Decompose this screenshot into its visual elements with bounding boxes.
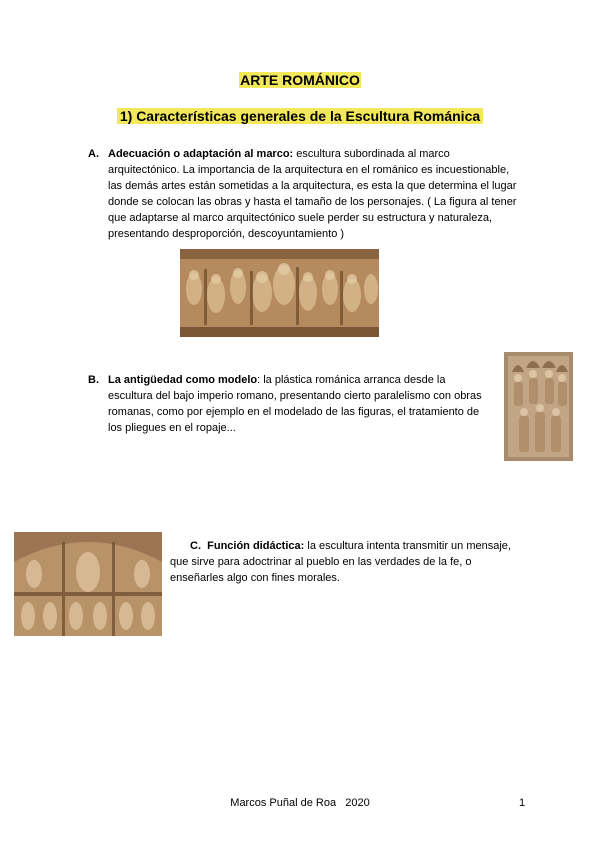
item-text-line: arquitectónico. La importancia de la arquitectura en el románico es incuestionable, [108,164,510,176]
item-letter: C. [190,540,201,552]
item-text-line: la escultura intenta transmitir un mensaje, [307,540,511,552]
item-text-line: escultura del bajo imperio romano, presentando cierto paralelismo con obras [108,390,482,402]
item-text-line: donde se colocan las obras y hasta el tamaño de los personajes. ( La figura al tener [108,196,517,208]
tympanum-frieze-image [180,249,379,337]
footer-author: Marcos Puñal de Roa 2020 [230,797,370,809]
item-text-line: las demás artes están sometidas a la arquitectura, es esta la que determina el lugar [108,180,517,192]
item-term: Función didáctica: [207,540,305,552]
page-number: 1 [519,797,526,809]
document-title [0,72,600,88]
item-text-line: que adaptarse al marco arquitectónico suele perder su estructura y naturaleza, [108,212,492,224]
item-funcion-didactica [170,538,530,586]
item-letter: B. [88,374,99,386]
item-adecuacion [88,146,528,242]
item-text-line: escultura subordinada al marco [296,148,450,160]
item-text-line: romanas, como por ejemplo en el modelado de las figuras, el tratamiento de [108,406,480,418]
apostles-relief-image [504,352,573,461]
section-title [0,108,600,124]
section-title-text: 1) Características generales de la Escultura Románica [117,108,483,124]
item-text-line: presentando desproporción, descoyuntamiento ) [108,228,345,240]
item-text-line: enseñarles algo con fines morales. [170,572,340,584]
item-term: La antigüedad como modelo [108,374,258,386]
document-title-text: ARTE ROMÁNICO [240,72,360,88]
item-text-line: que sirve para adoctrinar al pueblo en las verdades de la fe, o [170,556,472,568]
item-antiguedad [88,372,488,436]
item-text-line: los pliegues en el ropaje... [108,422,236,434]
item-term: Adecuación o adaptación al marco: [108,148,294,160]
item-letter: A. [88,148,99,160]
tympanum-judgment-image [14,532,162,636]
item-text-line: : la plástica románica arranca desde la [257,374,446,386]
